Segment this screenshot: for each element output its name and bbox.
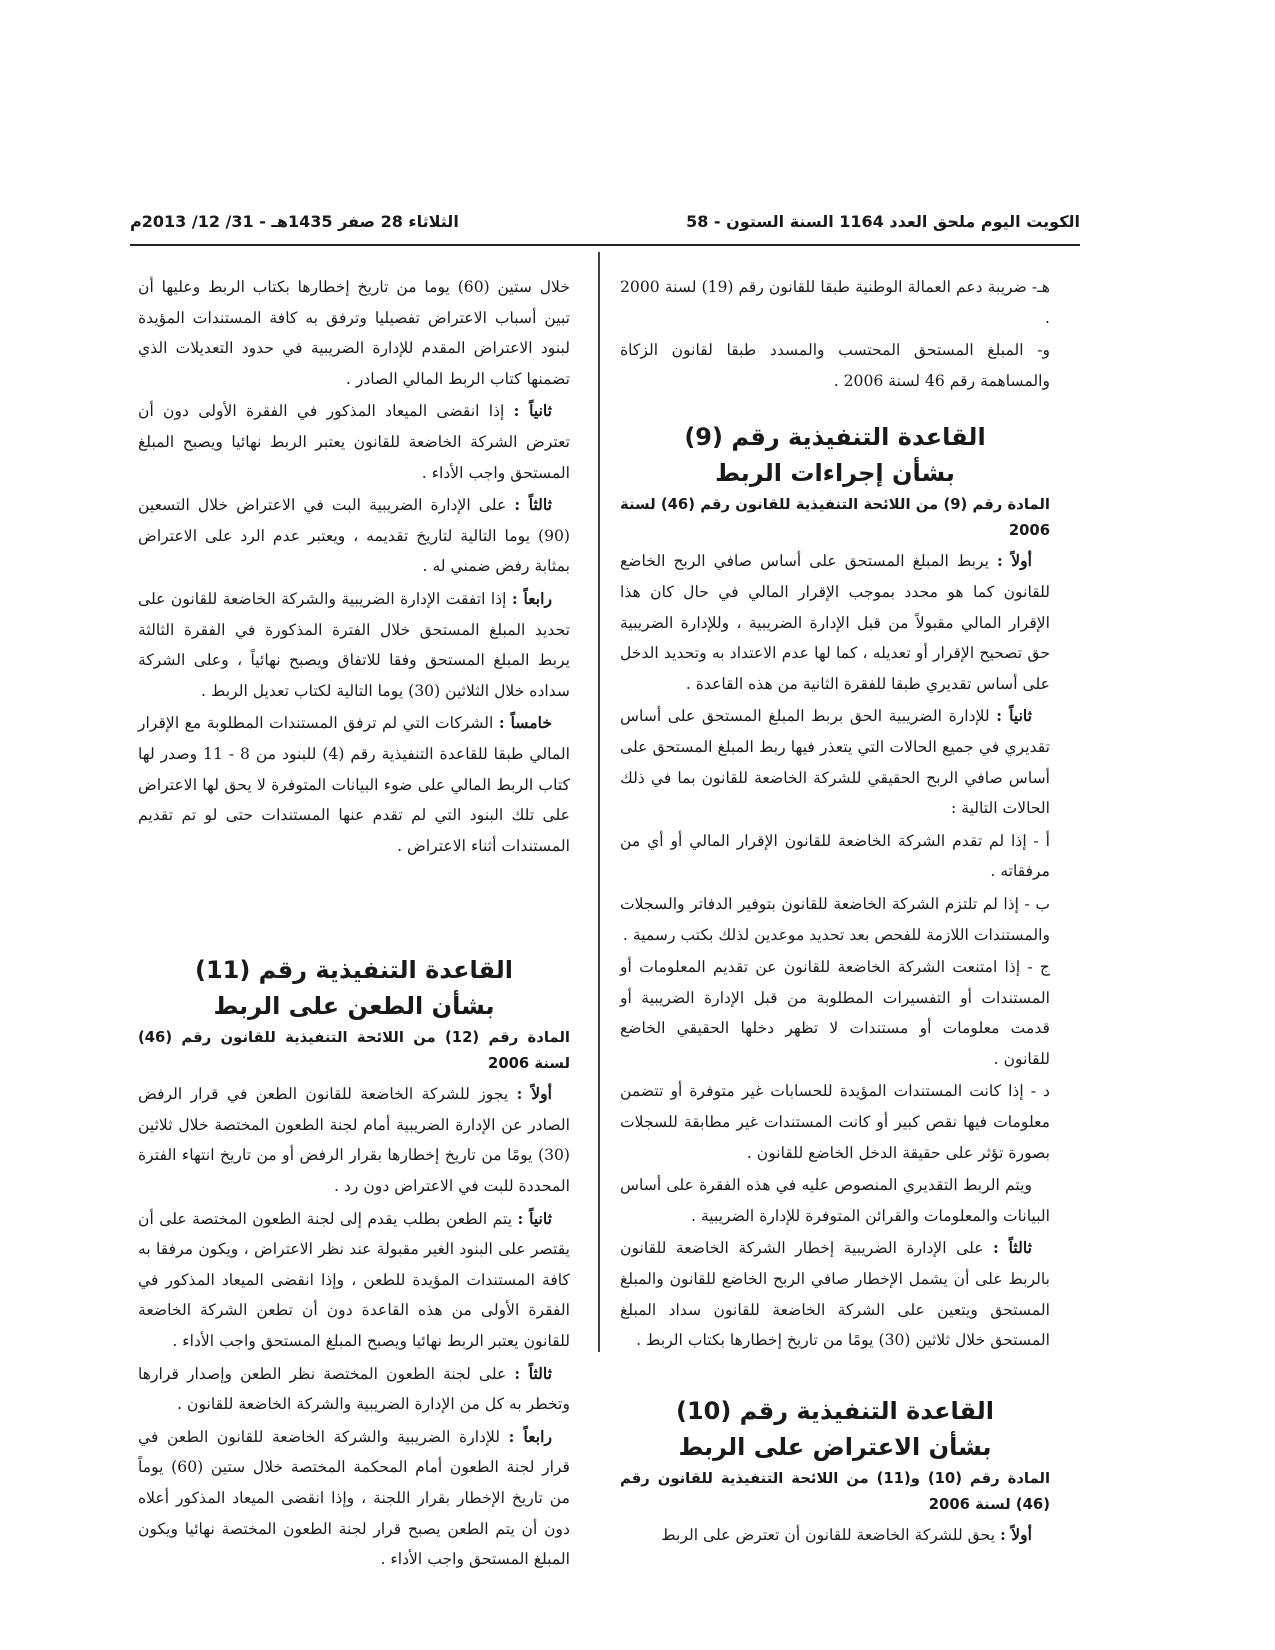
rule11-para-1 — [138, 1079, 570, 1201]
rule9-para-3 — [620, 1233, 1050, 1355]
para-text: على لجنة الطعون المختصة نظر الطعن وإصدار قرارها وتخطر به كل من الإدارة الضريبية والشركة الخاضعة للقانون . — [138, 1364, 570, 1414]
para-text: للإدارة الضريبية الحق بربط المبلغ المستحق على أساس تقديري في جميع الحالات التي يتعذر فيها ربط المبلغ المستحق على أساس صافي الربح الحقيقي للشركة الخاضعة للقانون بما في ذلك الحالات التالية : — [620, 707, 1050, 818]
para-label: ثالثاً : — [993, 1238, 1032, 1258]
rule9-estimate-para: ويتم الربط التقديري المنصوص عليه في هذه الفقرة على أساس البيانات والمعلومات والقرائن المتوفرة للإدارة الضريبية . — [620, 1176, 1050, 1225]
rule9-para-1 — [620, 546, 1050, 699]
rule10-para-1 — [620, 1520, 1050, 1551]
rule9-para-2 — [620, 701, 1050, 823]
rule9-item-a: أ - إذا لم تقدم الشركة الخاضعة للقانون الإقرار المالي أو أي من مرفقاته . — [620, 831, 1050, 881]
rule9-title: القاعدة التنفيذية رقم (9) — [684, 423, 986, 452]
para-text: يحق للشركة الخاضعة للقانون أن تعترض على الربط — [661, 1525, 1001, 1544]
para-text: على الإدارة الضريبية إخطار الشركة الخاضعة للقانون بالربط على أن يشمل الإخطار صافي الربح الخاضع للقانون والمبلغ المستحق ويتعين على الشركة الخاضعة للقانون سداد المبلغ المستحق خلال ثلاثين (30) يومًا من تاريخ إخطارها بكتاب الربط . — [620, 1239, 1050, 1350]
rule11-subtitle: بشأن الطعن على الربط — [213, 992, 495, 1021]
para-label: رابعاً : — [508, 1426, 552, 1446]
header-divider — [130, 244, 1080, 246]
rule10-para-4 — [138, 584, 570, 706]
para-text: إذا اتفقت الإدارة الضريبية والشركة الخاضعة للقانون على تحديد المبلغ المستحق خلال الفترة المذكورة في الفقرة الثالثة يربط المبلغ المستحق وفقا للاتفاق ويصبح نهائياً ، وعلى الشركة سداده خلال الثلاثين (30) يوما التالية لكتاب تعديل الربط . — [138, 589, 570, 700]
page-header — [130, 212, 1080, 242]
rule11-para-3 — [138, 1359, 570, 1420]
rule10-para-3 — [138, 490, 570, 582]
gazette-title: الكويت اليوم ملحق العدد 1164 السنة الستون - 58 — [686, 212, 1080, 231]
rule10-article: المادة رقم (10) و(11) من اللائحة التنفيذية للقانون رقم (46) لسنة 2006 — [620, 1469, 1051, 1513]
para-text: يجوز للشركة الخاضعة للقانون الطعن في قرار الرفض الصادر عن الإدارة الضريبية أمام لجنة الطعون المختصة خلال ثلاثين (30) يومًا من تاريخ إخطارها بقرار الرفض أو من تاريخ انتهاء الفترة المحددة للبت في الاعتراض دون رد . — [138, 1085, 570, 1196]
rule11-article: المادة رقم (12) من اللائحة التنفيذية للقانون رقم (46) لسنة 2006 — [138, 1029, 570, 1073]
rule9-article: المادة رقم (9) من اللائحة التنفيذية للقانون رقم (46) لسنة 2006 — [620, 496, 1050, 540]
left-column — [138, 272, 570, 1577]
para-label: خامساً : — [498, 713, 553, 733]
para-label: ثالثاً : — [514, 1363, 552, 1383]
rule11-title: القاعدة التنفيذية رقم (11) — [194, 956, 514, 985]
rule9-item-c: ج - إذا امتنعت الشركة الخاضعة للقانون عن تقديم المعلومات أو المستندات أو التفسيرات المطلوبة من قبل الإدارة الضريبية أو قدمت معلومات أو مستندات لا تظهر دخلها الحقيقي الخاضع للقانون . — [620, 958, 1050, 1068]
rule10-title: القاعدة التنفيذية رقم (10) — [675, 1396, 995, 1425]
item-w: و- المبلغ المستحق المحتسب والمسدد طبقا لقانون الزكاة والمساهمة رقم 46 لسنة 2006 . — [620, 341, 1050, 390]
rule10-continuation: خلال ستين (60) يوما من تاريخ إخطارها بكتاب الربط وعليها أن تبين أسباب الاعتراض تفصيليا وترفق به كافة المستندات المؤيدة لبنود الاعتراض المقدم للإدارة الضريبية في حدود التعديلات الذي تضمنها كتاب الربط المالي الصادر . — [138, 278, 570, 388]
para-label: رابعاً : — [511, 588, 552, 608]
para-label: ثانياً : — [517, 1208, 552, 1228]
rule9-item-b: ب - إذا لم تلتزم الشركة الخاضعة للقانون بتوفير الدفاتر والسجلات والمستندات اللازمة للفحص بعد تحديد موعدين لذلك بكتب رسمية . — [620, 894, 1050, 944]
para-label: ثالثاً : — [514, 495, 552, 515]
para-text: على الإدارة الضريبية البت في الاعتراض خلال التسعين (90) يوما التالية لتاريخ تقديمه ، ويعتبر عدم الرد على الاعتراض بمثابة رفض ضمني له . — [138, 496, 570, 576]
rule10-subtitle: بشأن الاعتراض على الربط — [678, 1432, 992, 1461]
right-column — [620, 272, 1050, 1552]
para-text: للإدارة الضريبية والشركة الخاضعة للقانون الطعن في قرار لجنة الطعون أمام المحكمة المختصة خلال ستين (60) يوماً من تاريخ الإخطار بقرار اللجنة ، وإذا انقضى الميعاد المذكور أعلاه دون أن يتم الطعن يصبح قرار لجنة الطعون المختصة نهائيا ويكون المبلغ المستحق واجب الأداء . — [138, 1427, 570, 1569]
header-date: الثلاثاء 28 صفر 1435هـ - 31/ 12/ 2013م — [130, 212, 459, 231]
para-label: ثانياً : — [996, 706, 1033, 726]
rule10-para-2 — [138, 396, 570, 488]
para-text: يتم الطعن بطلب يقدم إلى لجنة الطعون المختصة على أن يقتصر على البنود الغير مقبولة عند نظر الاعتراض ، ويكون مرفقا به كافة المستندات المؤيدة للطعن ، وإذا انقضى الميعاد المذكور في الفقرة الأولى من هذه القاعدة دون أن تطعن الشركة الخاضعة للقانون يعتبر الربط نهائيا ويصبح المبلغ المستحق واجب الأداء . — [138, 1209, 570, 1351]
rule11-para-2 — [138, 1204, 570, 1357]
para-label: أولاً : — [996, 551, 1032, 571]
rule10-para-5 — [138, 708, 570, 861]
rule11-para-4 — [138, 1422, 570, 1575]
column-divider — [598, 252, 600, 1352]
para-text: إذا انقضى الميعاد المذكور في الفقرة الأولى دون أن تعترض الشركة الخاضعة للقانون يعتبر الربط نهائيا ويصبح المبلغ المستحق واجب الأداء . — [138, 402, 570, 482]
para-label: أولاً : — [1000, 1524, 1032, 1544]
para-text: الشركات التي لم ترفق المستندات المطلوبة مع الإقرار المالي طبقا للقاعدة التنفيذية رقم (4) للبنود من 8 - 11 وصدر لها كتاب الربط المالي على ضوء البيانات المتوفرة لا يحق لها الاعتراض على تلك البنود التي لم تقدم عنها المستندات حتى لو تم تقديم المستندات أثناء الاعتراض . — [138, 714, 570, 855]
item-h: هـ- ضريبة دعم العمالة الوطنية طبقا للقانون رقم (19) لسنة 2000 . — [620, 278, 1050, 327]
para-text: يربط المبلغ المستحق على أساس صافي الربح الخاضع للقانون كما هو محدد بموجب الإقرار المالي في حال كان هذا الإقرار المالي مقبولاً من قبل الإدارة الضريبية ، وللإدارة الضريبية حق تصحيح الإقرار أو تعديله ، كما لها عدم الاعتداد به وتحديد الدخل على أساس تقديري طبقا للفقرة الثانية من هذه القاعدة . — [620, 552, 1050, 693]
rule9-item-d: د - إذا كانت المستندات المؤيدة للحسابات غير متوفرة أو تتضمن معلومات فيها نقص كبير أو كانت المستندات غير مطابقة للسجلات بصورة تؤثر على حقيقة الدخل الخاضع للقانون . — [620, 1082, 1050, 1162]
para-label: أولاً : — [516, 1084, 552, 1104]
rule9-subtitle: بشأن إجراءات الربط — [715, 459, 955, 488]
para-label: ثانياً : — [513, 401, 552, 421]
